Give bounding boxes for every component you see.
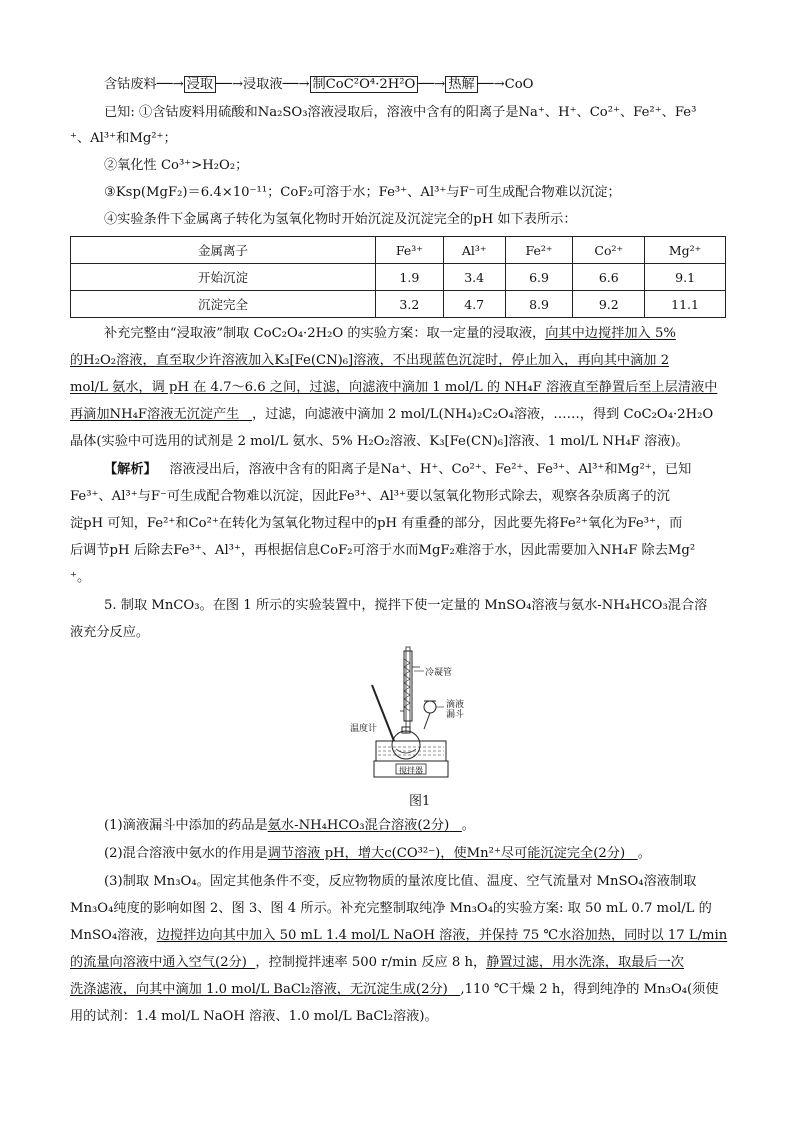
answer-3-line-2: Mn₃O₄纯度的影响如图 2、图 3、图 4 所示。补充完整制取纯净 Mn₃O₄的实验方案: 取 50 mL 0.7 mol/L 的 — [70, 901, 712, 916]
known-3: ③Ksp(MgF₂)＝6.4×10⁻¹¹；CoF₂可溶于水；Fe³⁺、Al³⁺与F⁻可生成配合物难以沉淀； — [104, 185, 621, 200]
underline-blank — [449, 818, 462, 833]
supplement-text: ，过滤，向滤液中滴加 2 mol/L(NH₄)₂C₂O₄溶液，……，得到 CoC₂O₄·2H₂O — [251, 407, 714, 422]
process-flow — [104, 76, 533, 94]
table-header-cell: Mg²⁺ — [645, 237, 726, 264]
supplement-answer: 再滴加NH₄F溶液无沉淀产生 — [70, 407, 240, 422]
table-cell: 3.4 — [443, 264, 505, 291]
known-1a: 已知: ①含钴废料用硫酸和Na₂SO₃溶液浸取后，溶液中含有的阳离子是Na⁺、H⁺、Co²⁺、Fe²⁺、Fe³ — [104, 105, 697, 120]
question-5-line-1: 5. 制取 MnCO₃。在图 1 所示的实验装置中，搅拌下使一定量的 MnSO₄溶液与氨水-NH₄HCO₃混合溶 — [104, 598, 708, 613]
table-header-row — [71, 237, 726, 264]
supplement-line-1 — [104, 325, 676, 343]
arrow-icon: ──→ — [418, 77, 446, 92]
arrow-icon: ──→ — [477, 77, 505, 92]
answer-3-text: ,110 ℃干燥 2 h，得到纯净的 Mn₃O₄(须使 — [460, 982, 719, 997]
label-condenser: 冷凝管 — [425, 668, 453, 678]
analysis-text: 溶液浸出后，溶液中含有的阳离子是Na⁺、H⁺、Co²⁺、Fe²⁺、Fe³⁺、Al³⁺和Mg²⁺，已知 — [169, 462, 692, 477]
analysis-label: 【解析】 — [104, 462, 157, 477]
supplement-line-3: mol/L 氨水，调 pH 在 4.7～6.6 之间，过滤，向滤液中滴加 1 mol/L 的 NH₄F 溶液直至静置后至上层清液中 — [70, 380, 718, 395]
table-cell: 开始沉淀 — [71, 264, 376, 291]
flow-step3: 制CoC²O⁴·2H²O — [310, 76, 419, 93]
dropping-funnel-icon — [424, 701, 436, 729]
question-5-line-2: 液充分反应。 — [70, 625, 150, 640]
underline-blank — [239, 407, 252, 422]
label-funnel-2: 漏斗 — [446, 710, 465, 720]
known-4: ④实验条件下金属离子转化为氢氧化物时开始沉淀及沉淀完全的pH 如下表所示： — [104, 212, 577, 227]
supplement-answer: 向其中边搅拌加入 5% — [545, 326, 676, 341]
answer-2-value: 调节溶液 pH，增大c(CO³²⁻)，使Mn²⁺尽可能沉淀完全(2分) — [267, 846, 626, 861]
table-cell: 9.1 — [645, 264, 726, 291]
answer-3-value: 边搅拌边向其中加入 50 mL 1.4 mol/L NaOH 溶液，并保持 75 ℃水浴加热，同时以 17 L/min — [156, 928, 728, 943]
arrow-icon: ──→ — [282, 77, 310, 92]
analysis-line-2: Fe³⁺、Al³⁺与F⁻可生成配合物难以沉淀，因此Fe³⁺、Al³⁺要以氢氧化物形式除去，观察各杂质离子的沉 — [70, 489, 670, 504]
answer-3-value: 洗涤滤液，向其中滴加 1.0 mol/L BaCl₂溶液，无沉淀生成(2分) — [70, 982, 448, 997]
table-header-cell: 金属离子 — [71, 237, 376, 264]
answer-1 — [104, 817, 475, 835]
flow-step2: 浸取液 — [243, 77, 283, 92]
table-cell: 8.9 — [505, 291, 573, 318]
arrow-icon: ──→ — [156, 77, 184, 92]
table-header-cell: Al³⁺ — [443, 237, 505, 264]
supplement-text: 补充完整由“浸取液”制取 CoC₂O₄·2H₂O 的实验方案：取一定量的浸取液， — [104, 326, 546, 341]
answer-3-text: MnSO₄溶液， — [70, 928, 157, 943]
label-funnel-1: 滴液 — [446, 700, 465, 710]
underline-blank — [448, 982, 461, 997]
underline-blank — [625, 846, 638, 861]
answer-3-line-5 — [70, 981, 719, 999]
analysis-line-3: 淀pH 可知，Fe²⁺和Co²⁺在转化为氢氧化物过程中的pH 有重叠的部分，因此要先将Fe²⁺氧化为Fe³⁺，而 — [70, 516, 683, 531]
supplement-line-2: 的H₂O₂溶液，直至取少许溶液加入K₃[Fe(CN)₆]溶液，不出现蓝色沉淀时，停止加入，再向其中滴加 2 — [70, 353, 670, 368]
figure-caption: 图1 — [409, 794, 431, 809]
flow-step1: 浸取 — [184, 76, 216, 93]
table-row — [71, 291, 726, 318]
table-cell: 9.2 — [573, 291, 645, 318]
table-header-cell: Co²⁺ — [573, 237, 645, 264]
ph-table — [70, 236, 726, 318]
answer-3-line-1: (3)制取 Mn₃O₄。固定其他条件不变，反应物物质的量浓度比值、温度、空气流量对 MnSO₄溶液制取 — [104, 874, 697, 889]
table-header-cell: Fe²⁺ — [505, 237, 573, 264]
table-cell: 6.9 — [505, 264, 573, 291]
flow-end: CoO — [504, 77, 534, 92]
known-1b: ⁺、Al³⁺和Mg²⁺； — [70, 131, 177, 146]
answer-3-line-4 — [70, 954, 684, 972]
label-thermometer: 温度计 — [350, 724, 378, 734]
supplement-line-5: 晶体(实验中可选用的试剂是 2 mol/L 氨水、5% H₂O₂溶液、K₃[Fe(CN)₆]溶液、1 mol/L NH₄F 溶液)。 — [70, 434, 689, 449]
arrow-icon: ──→ — [216, 77, 243, 92]
answer-2 — [104, 845, 651, 863]
condenser-icon — [400, 647, 420, 733]
answer-3-value: 静置过滤，用水洗涤，取最后一次 — [486, 955, 684, 970]
flow-step4: 热解 — [445, 76, 477, 93]
answer-3-text: ，控制搅拌速率 500 r/min 反应 8 h， — [255, 955, 487, 970]
table-row — [71, 264, 726, 291]
table-cell: 4.7 — [443, 291, 505, 318]
apparatus-figure — [344, 645, 484, 780]
analysis-line-5: ⁺。 — [70, 570, 91, 585]
answer-3-line-3 — [70, 927, 727, 945]
flow-start: 含钴废料 — [104, 77, 157, 92]
answer-1-prompt: (1)滴液漏斗中添加的药品是 — [104, 818, 268, 833]
answer-1-value: 氨水-NH₄HCO₃混合溶液(2分) — [267, 818, 450, 833]
table-header-cell: Fe³⁺ — [376, 237, 444, 264]
answer-1-end: 。 — [461, 818, 475, 833]
table-cell: 11.1 — [645, 291, 726, 318]
analysis-line-4: 后调节pH 后除去Fe³⁺、Al³⁺，再根据信息CoF₂可溶于水而MgF₂难溶于水，因此需要加入NH₄F 除去Mg² — [70, 543, 696, 558]
table-cell: 3.2 — [376, 291, 444, 318]
table-cell: 沉淀完全 — [71, 291, 376, 318]
answer-3-line-6: 用的试剂：1.4 mol/L NaOH 溶液、1.0 mol/L BaCl₂溶液)。 — [70, 1009, 438, 1024]
answer-2-prompt: (2)混合溶液中氨水的作用是 — [104, 846, 268, 861]
table-cell: 1.9 — [376, 264, 444, 291]
answer-3-value: 的流量向溶液中通入空气(2分) — [70, 955, 247, 970]
table-cell: 6.6 — [573, 264, 645, 291]
label-stirrer: 搅拌器 — [399, 766, 423, 775]
analysis-line-1 — [104, 461, 691, 479]
known-2: ②氧化性 Co³⁺>H₂O₂； — [104, 158, 249, 173]
answer-2-end: 。 — [637, 846, 651, 861]
supplement-line-4 — [70, 406, 713, 424]
